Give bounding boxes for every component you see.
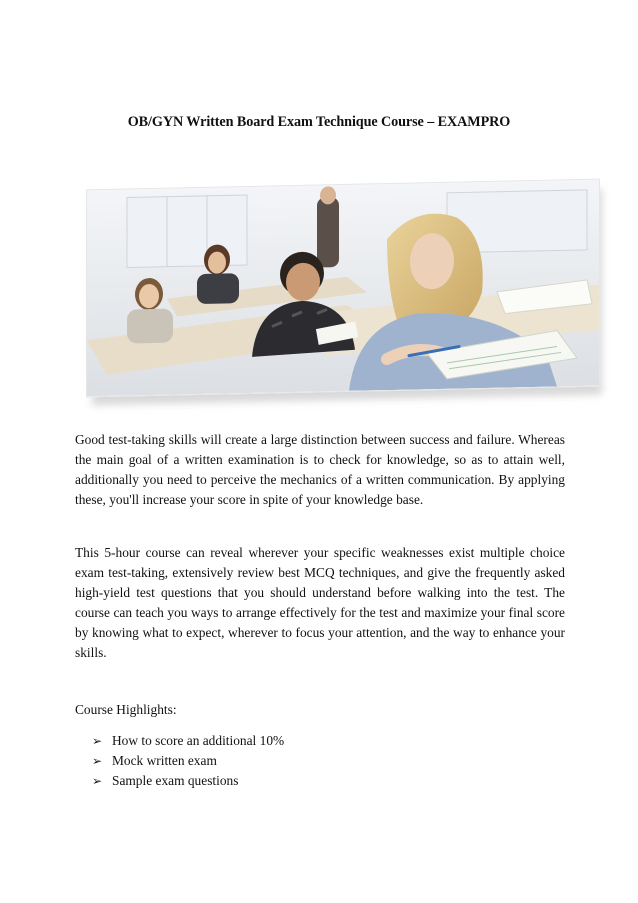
list-item-text: How to score an additional 10%: [112, 733, 285, 748]
course-description-paragraph: This 5-hour course can reveal wherever your specific weaknesses exist multiple choice exam test-taking, extensively review best MCQ techniques, and give the frequently asked high-yield test questions that you should understand before walking into the test. The course can teach you ways to arrange effectively for the test and maximize your final score by knowing what to expect, wherever to focus your attention, and the way to enhance your skills.: [75, 545, 565, 660]
list-item-text: Mock written exam: [112, 753, 217, 768]
course-highlights-list: [92, 731, 284, 791]
intro-paragraph: Good test-taking skills will create a large distinction between success and failure. Whereas the main goal of a written examination is to check for knowledge, so as to attain well, additionally you need to perceive the mechanics of a written communication. By applying these, you'll increase your score in spite of your knowledge base.: [75, 432, 565, 507]
classroom-photo: [86, 184, 606, 402]
list-item: [92, 771, 284, 791]
arrow-bullet-icon: ➢: [92, 754, 103, 768]
document-title: OB/GYN Written Board Exam Technique Course – EXAMPRO: [127, 114, 511, 130]
arrow-bullet-icon: ➢: [92, 734, 103, 748]
arrow-bullet-icon: ➢: [92, 774, 103, 788]
list-item-text: Sample exam questions: [112, 773, 239, 788]
list-item: [92, 751, 284, 771]
list-item: [92, 731, 284, 751]
exam-classroom-illustration: [87, 180, 599, 397]
course-highlights-heading: Course Highlights:: [75, 702, 177, 717]
photo-frame: [86, 179, 600, 398]
